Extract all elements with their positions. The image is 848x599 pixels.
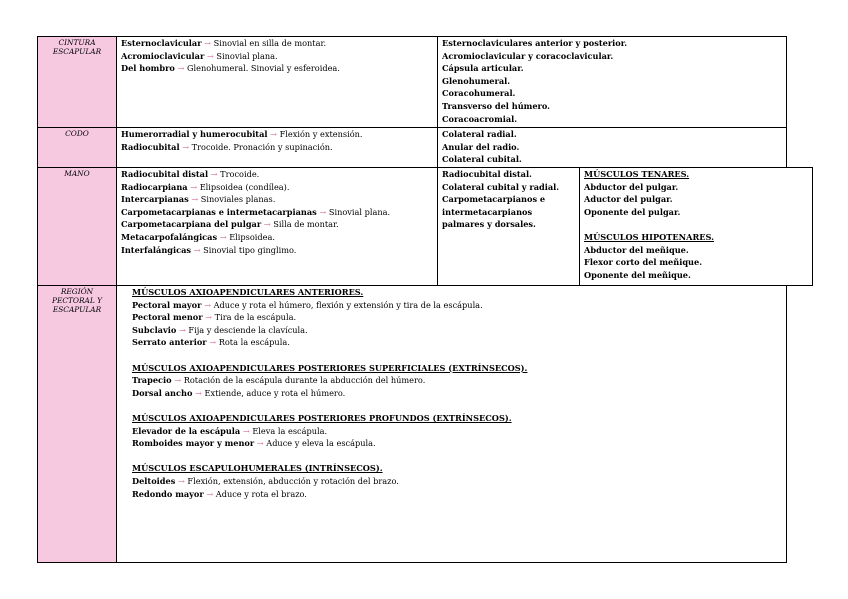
ligament-item: Acromioclavicular y coracoclavicular. [442, 50, 614, 61]
group-heading: MÚSCULOS AXIOAPENDICULARES POSTERIORES SUPERFICIALES (EXTRÍNSECOS). [132, 362, 528, 373]
tenares-heading: MÚSCULOS TENARES. [584, 169, 690, 179]
ligament-item: Transverso del húmero. [442, 100, 551, 111]
joint-row: Carpometacarpianas e intermetacarpianas → Sinovial plana. [121, 206, 391, 217]
ligament-item: Glenohumeral. [442, 75, 511, 86]
group-heading: MÚSCULOS AXIOAPENDICULARES ANTERIORES. [132, 287, 364, 297]
muscle-row: Romboides mayor y menor → Aduce y eleva la escápula. [132, 438, 376, 449]
muscle-row: Deltoides → Flexión, extensión, abducción y rotación del brazo. [132, 475, 399, 486]
group-heading: MÚSCULOS ESCAPULOHUMERALES (INTRÍNSECOS). [132, 463, 383, 474]
ligament-item: Radiocubital distal. [442, 169, 532, 179]
mano-joints-cell [116, 167, 438, 286]
region-muscles-cell [116, 285, 787, 563]
muscle-item: Oponente del meñique. [584, 269, 691, 280]
label-codo: CODO [37, 127, 117, 168]
group-heading: MÚSCULOS AXIOAPENDICULARES POSTERIORES PROFUNDOS (EXTRÍNSECOS). [132, 412, 512, 423]
muscle-row: Pectoral menor → Tira de la escápula. [132, 312, 297, 323]
muscle-item: Flexor corto del meñique. [584, 257, 703, 268]
label-cintura-escapular: CINTURA ESCAPULAR [37, 36, 117, 128]
muscle-row: Pectoral mayor → Aduce y rota el húmero, flexión y extensión y tira de la escápula. [132, 299, 483, 310]
muscle-row: Trapecio → Rotación de la escápula durante la abducción del húmero. [132, 375, 426, 386]
mano-muscles-cell [579, 167, 813, 286]
muscle-item: Abductor del meñique. [584, 244, 689, 255]
ligament-item: Colateral cubital. [442, 154, 522, 165]
ligament-item: intermetacarpianos [442, 206, 533, 217]
ligament-item: palmares y dorsales. [442, 219, 536, 230]
ligament-item: Coracoacromial. [442, 113, 518, 124]
codo-ligaments-cell [437, 127, 787, 168]
codo-joints-cell [116, 127, 438, 168]
joint-row: Del hombro → Glenohumeral. Sinovial y esferoidea. [121, 63, 340, 74]
ligament-item: Esternoclaviculares anterior y posterior. [442, 38, 628, 48]
label-mano: MANO [37, 167, 117, 286]
joint-row: Radiocubital → Trocoide. Pronación y supinación. [121, 141, 333, 152]
joint-row: Esternoclavicular → Sinovial en silla de montar. [121, 38, 327, 48]
ligament-item: Coracohumeral. [442, 88, 516, 99]
joint-row: Radiocarpiana → Elipsoidea (condílea). [121, 181, 290, 192]
ligament-item: Colateral radial. [442, 129, 517, 139]
joint-row: Intercarpianas → Sinoviales planas. [121, 194, 276, 205]
label-region-pectoral-escapular: REGIÓN PECTORAL Y ESCAPULAR [37, 285, 117, 563]
ligament-item: Cápsula articular. [442, 63, 524, 74]
cintura-ligaments-cell [437, 36, 787, 128]
muscle-item: Aductor del pulgar. [584, 194, 673, 205]
ligament-item: Carpometacarpianos e [442, 194, 546, 205]
joint-row: Acromioclavicular → Sinovial plana. [121, 50, 278, 61]
joint-row: Interfalángicas → Sinovial tipo ginglimo. [121, 244, 297, 255]
ligament-item: Anular del radio. [442, 141, 520, 152]
cintura-joints-cell [116, 36, 438, 128]
ligament-item: Colateral cubital y radial. [442, 181, 560, 192]
muscle-row: Redondo mayor → Aduce y rota el brazo. [132, 488, 307, 499]
muscle-item: Abductor del pulgar. [584, 181, 679, 192]
hipotenares-heading: MÚSCULOS HIPOTENARES. [584, 231, 714, 242]
joint-row: Carpometacarpiana del pulgar → Silla de montar. [121, 219, 339, 230]
joint-row: Metacarpofalángicas → Elipsoidea. [121, 231, 275, 242]
muscle-row: Subclavio → Fija y desciende la clavícula. [132, 324, 308, 335]
joint-row: Humerorradial y humerocubital → Flexión y extensión. [121, 129, 363, 139]
muscle-row: Serrato anterior → Rota la escápula. [132, 337, 290, 348]
joint-row: Radiocubital distal → Trocoide. [121, 169, 260, 179]
muscle-item: Oponente del pulgar. [584, 206, 681, 217]
mano-ligaments-cell [437, 167, 580, 286]
muscle-row: Elevador de la escápula → Eleva la escápula. [132, 425, 328, 436]
muscle-row: Dorsal ancho → Extiende, aduce y rota el húmero. [132, 387, 346, 398]
